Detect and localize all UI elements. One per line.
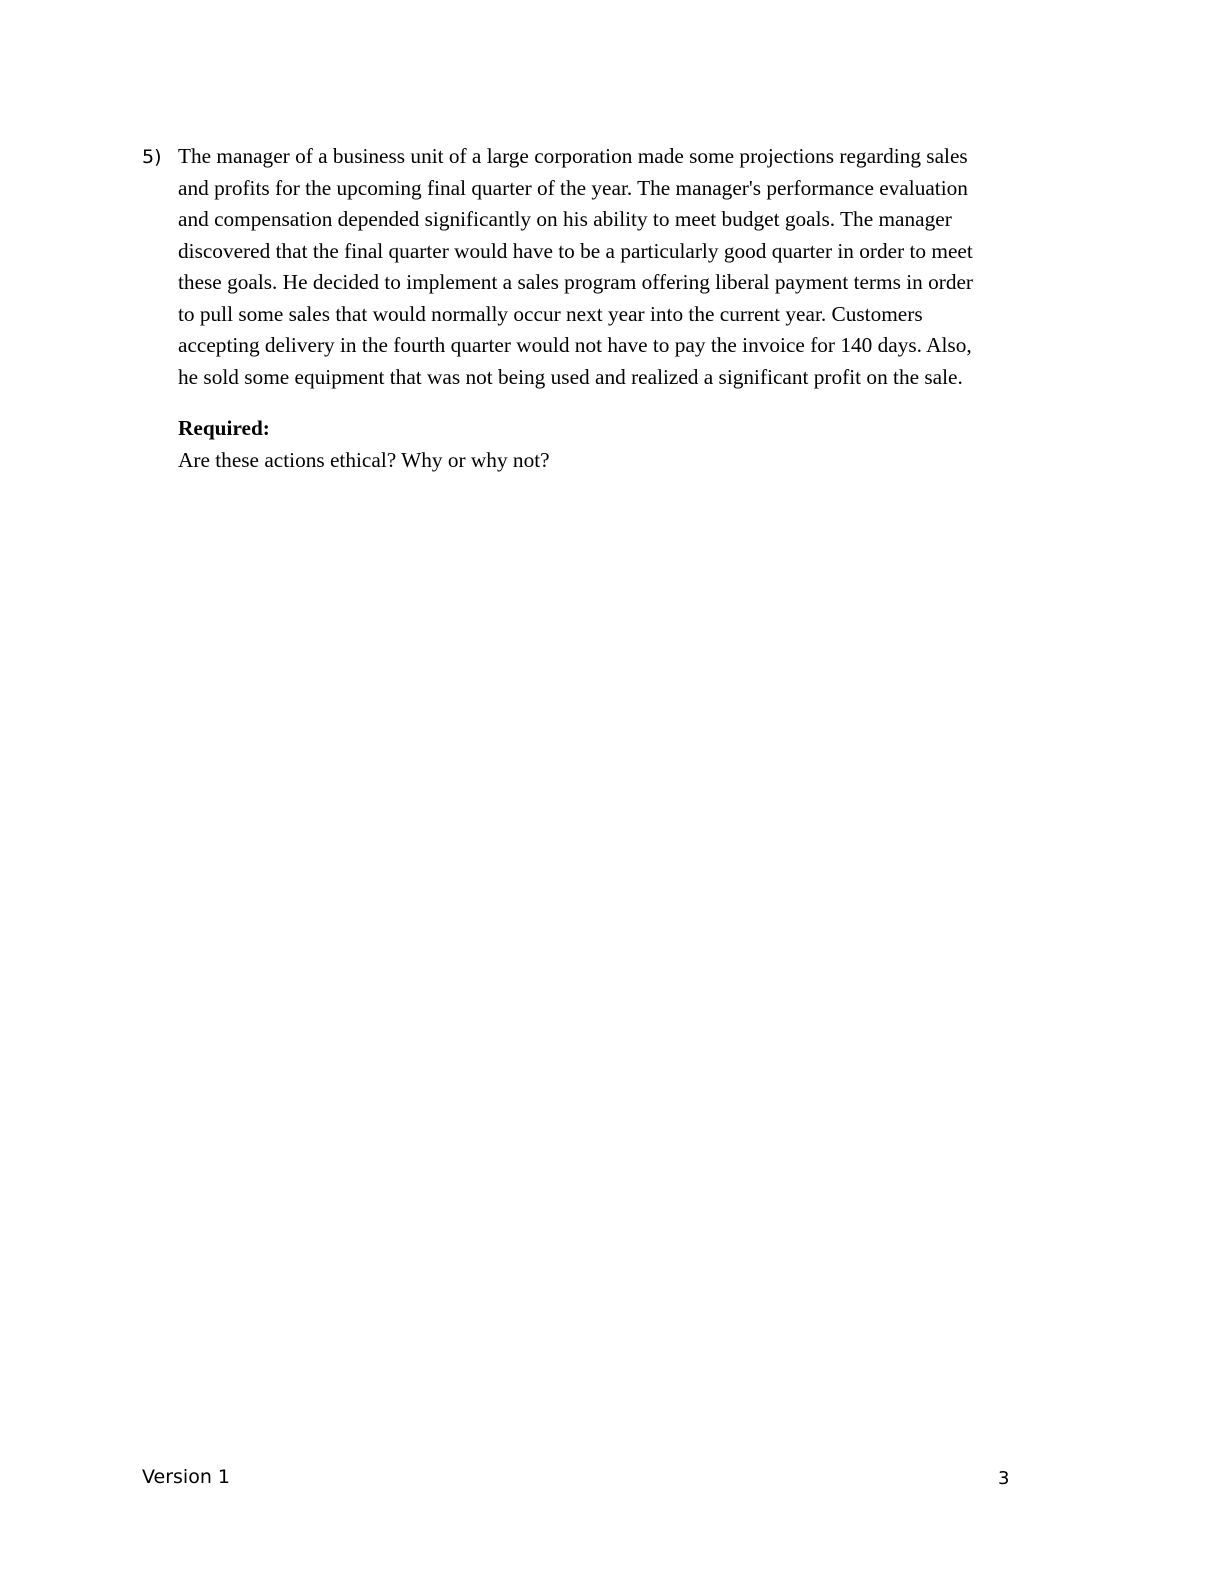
question-line: these goals. He decided to implement a sales program offering liberal payment terms in order [178, 270, 974, 294]
required-text: Are these actions ethical? Why or why not? [178, 447, 550, 472]
question-line: discovered that the final quarter would have to be a particularly good quarter in order to meet [178, 238, 973, 263]
question-line: accepting delivery in the fourth quarter would not have to pay the invoice for 140 days. Also, [178, 333, 972, 357]
footer-version: Version 1 [142, 1466, 230, 1488]
question-body [178, 141, 1082, 476]
question-line: and compensation depended significantly on his ability to meet budget goals. The manager [178, 207, 952, 231]
question-line: to pull some sales that would normally occur next year into the current year. Customers [178, 301, 923, 326]
required-label: Required: [178, 416, 270, 440]
required-section [178, 413, 1082, 476]
question-line: he sold some equipment that was not being used and realized a significant profit on the sale. [178, 364, 963, 389]
footer-page-number: 3 [998, 1468, 1010, 1489]
question-number: 5) [142, 146, 162, 168]
question-line: and profits for the upcoming final quarter of the year. The manager's performance evaluation [178, 175, 968, 200]
question-line: The manager of a business unit of a large corporation made some projections regarding sales [178, 144, 968, 168]
